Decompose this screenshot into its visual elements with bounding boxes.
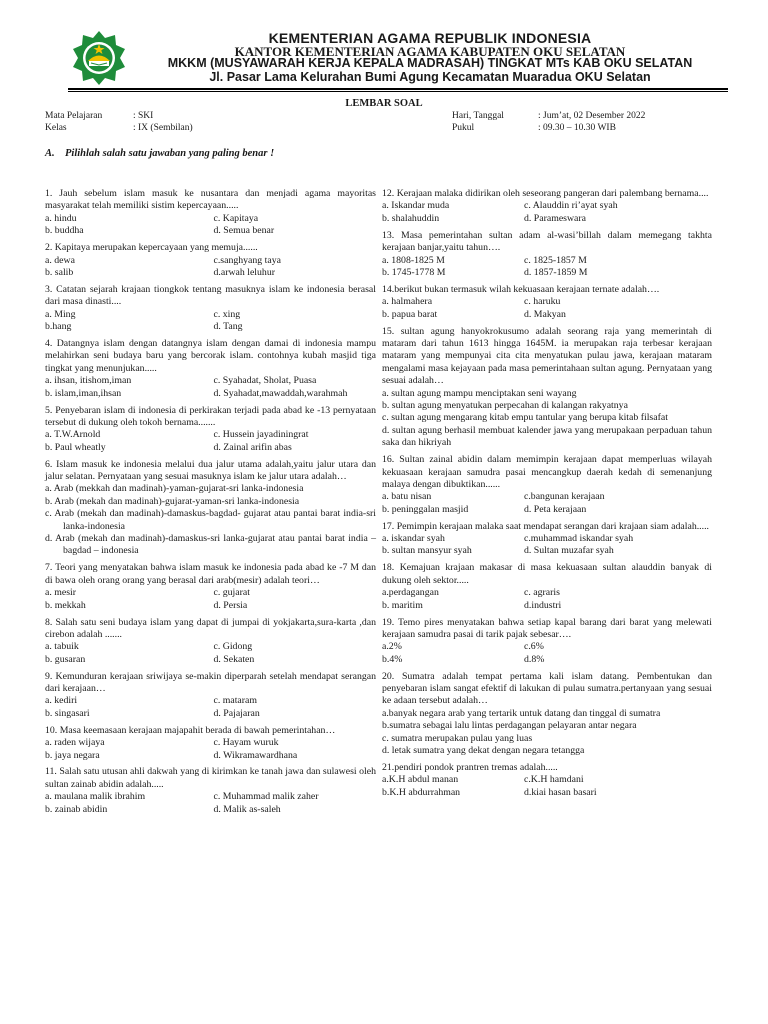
answer-option: d. Pajajaran — [213, 707, 260, 719]
question-stem: 4. Datangnya islam dengan datangnya islam dengan damai di indonesia mampu melahirkan seni budaya baru yang bercorak islam. contohnya kubah masjid tiga tingkat yang menunjukan..... — [45, 337, 376, 374]
answer-option: b. buddha — [45, 225, 84, 237]
question-item — [45, 671, 376, 721]
answer-option: b. singasari — [45, 707, 90, 719]
answer-option: c. Arab (mekah dan madinah)-damaskus-bagdad- gujarat atau pantai barat india-sri lanka-indonesia — [45, 508, 376, 532]
answer-options — [45, 641, 376, 666]
answer-option: d.arwah leluhur — [213, 266, 275, 278]
question-stem: 13. Masa pemerintahan sultan adam al-wasi’billah dalam memegang takhta kerajaan banjar,yaitu tahun…. — [382, 229, 712, 254]
answer-option: b. jaya negara — [45, 749, 100, 761]
section-title: Pilihlah salah satu jawaban yang paling benar ! — [65, 148, 275, 159]
answer-options — [45, 695, 376, 720]
question-stem: 12. Kerajaan malaka didirikan oleh seseorang pangeran dari palembang bernama.... — [382, 188, 709, 199]
answer-option: a. hindu — [45, 212, 77, 224]
answer-options — [382, 641, 712, 666]
meta-row-class — [45, 122, 193, 134]
answer-option: a. maulana malik ibrahim — [45, 791, 146, 803]
answer-options — [45, 791, 376, 816]
question-stem: 11. Salah satu utusan ahli dakwah yang di kirimkan ke tanah jawa dan sulawesi oleh sultan zainab abidin adalah..... — [45, 766, 376, 790]
meta-value: : Jum’at, 02 Desember 2022 — [538, 111, 646, 121]
answer-option: a.banyak negara arab yang tertarik untuk datang dan tinggal di sumatra — [382, 707, 661, 719]
answer-option: c. Muhammad malik zaher — [213, 791, 319, 803]
question-item — [382, 562, 712, 612]
question-item — [45, 284, 376, 334]
answer-option: a. batu nisan — [382, 491, 432, 503]
question-stem: 7. Teori yang menyatakan bahwa islam masuk ke indonesia pada abad ke -7 M dan di bawa oleh orang orang yang berasal dari arab(mesir) adalah teori… — [45, 562, 376, 586]
answer-options — [382, 774, 712, 799]
question-item — [45, 617, 376, 667]
answer-option: d. sultan agung berhasil membuat kalender jawa yang merupakaan perpaduan tahun saka dan hikriyah — [382, 424, 712, 449]
question-item — [382, 284, 712, 321]
question-item — [382, 617, 712, 667]
question-stem: 8. Salah satu seni budaya islam yang dapat di jumpai di yokjakarta,sura-karta ,dan cirebon adalah ....... — [45, 616, 376, 640]
answer-option: d. Arab (mekah dan madinah)-damaskus-sri lanka-gujarat atau pantai barat india – bagdad – indonesia — [45, 533, 376, 557]
answer-option: a. dewa — [45, 254, 75, 266]
answer-option: c.muhammad iskandar syah — [524, 533, 634, 545]
question-item — [382, 230, 712, 280]
question-stem: 10. Masa keemasaan kerajaan majapahit berada di bawah pemerintahan… — [45, 724, 336, 736]
answer-option: b. shalahuddin — [382, 212, 440, 224]
question-item — [45, 725, 376, 762]
question-stem: 19. Temo pires menyatakan bahwa setiap kapal barang dari barat yang melewati kerajaan samudra pasai di tarik pajak sebesar…. — [382, 616, 712, 640]
answer-option: b. peninggalan masjid — [382, 503, 469, 515]
answer-options — [382, 200, 712, 225]
answer-option: a.2% — [382, 641, 402, 653]
meta-label: Kelas — [45, 123, 67, 133]
question-stem: 9. Kemunduran kerajaan sriwijaya se-makin diperparah setelah mendapat serangan dari kerajaan… — [45, 670, 376, 695]
question-item — [382, 671, 712, 758]
question-stem: 15. sultan agung hanyokrokusumo adalah seorang raja yang memerintah di mataram dari tahun 1613 hingga 1645M. ia merupakan raja terbesar kerajaan mataram yang mempunyai cita cita menyatukan pulau jawa, kerajaan mataram mengalami masa kejayaan pada masa pemerintahaan sultan agung. Pernyataan yang sesuai adalah… — [382, 325, 712, 387]
answer-option: c. haruku — [524, 296, 561, 308]
answer-option: b. 1745-1778 M — [382, 266, 446, 278]
questions-left-column — [45, 188, 376, 821]
header-mkkm: MKKM (MUSYAWARAH KERJA KEPALA MADRASAH) TINGKAT MTs KAB OKU SELATAN — [167, 56, 693, 70]
answer-option: b. mekkah — [45, 599, 86, 611]
answer-option: d. Sekaten — [213, 653, 255, 665]
answer-option: a. Ming — [45, 308, 76, 320]
question-stem: 3. Catatan sejarah krajaan tiongkok tentang masuknya islam ke indonesia berasal dari masa dinasti.... — [45, 283, 376, 308]
answer-options — [45, 587, 376, 612]
answer-options — [45, 255, 376, 280]
question-item — [45, 562, 376, 612]
answer-option: b. Paul wheatly — [45, 441, 106, 453]
answer-option: c.K.H hamdani — [524, 774, 584, 786]
answer-option: d. Sultan muzafar syah — [524, 545, 614, 557]
answer-option: d. Syahadat,mawaddah,warahmah — [213, 387, 348, 399]
answer-option: b. salib — [45, 266, 74, 278]
section-letter: A. — [45, 148, 55, 159]
question-stem: 14.berikut bukan termasuk wilah kekuasaan kerajaan ternate adalah…. — [382, 283, 660, 295]
question-stem: 18. Kemajuan krajaan makasar di masa kekuasaan sultan alauddin banyak di dukung oleh sektor..... — [382, 562, 712, 586]
document-title: LEMBAR SOAL — [345, 98, 423, 109]
question-item — [45, 188, 376, 238]
question-stem: 5. Penyebaran islam di indonesia di perkirakan terjadi pada abad ke -13 pernyataan tersebut di dukung oleh tokoh bernama....... — [45, 404, 376, 428]
header-ministry: KEMENTERIAN AGAMA REPUBLIK INDONESIA — [268, 30, 592, 46]
meta-value: : 09.30 – 10.30 WIB — [538, 123, 616, 133]
answer-option: d.kiai hasan basari — [524, 786, 597, 798]
answer-option: c. sultan agung mengarang kitab empu tantular yang berupa kitab filsafat — [382, 412, 668, 424]
meta-value: : SKI — [133, 111, 154, 121]
answer-option: b.sumatra sebagai lalu lintas perdagangan pelayaran antar negara — [382, 720, 637, 732]
answer-option-list — [382, 708, 712, 758]
meta-row-date — [452, 110, 645, 122]
answer-option: b. papua barat — [382, 308, 438, 320]
answer-options — [382, 533, 712, 558]
answer-option: a. mesir — [45, 587, 77, 599]
answer-option: c. Gidong — [213, 641, 253, 653]
answer-options — [382, 491, 712, 516]
meta-value: : IX (Sembilan) — [133, 123, 193, 133]
answer-option: b. sultan mansyur syah — [382, 545, 472, 557]
question-item — [382, 326, 712, 450]
answer-option: b. Arab (mekah dan madinah)-gujarat-yaman-sri lanka-indonesia — [45, 495, 300, 507]
answer-options — [45, 737, 376, 762]
answer-option: a.K.H abdul manan — [382, 774, 459, 786]
answer-option: d. 1857-1859 M — [524, 266, 588, 278]
answer-options — [45, 375, 376, 400]
answer-option: a. raden wijaya — [45, 737, 105, 749]
answer-option-list — [382, 388, 712, 450]
answer-option: b. islam,iman,ihsan — [45, 387, 122, 399]
answer-option: d. Makyan — [524, 308, 566, 320]
answer-option: d.industri — [524, 599, 562, 611]
answer-option: c.sanghyang taya — [213, 254, 281, 266]
question-item — [382, 188, 712, 225]
question-item — [382, 762, 712, 799]
meta-label: Hari, Tanggal — [452, 111, 504, 121]
answer-option: c. gujarat — [213, 587, 250, 599]
answer-option: c. Hayam wuruk — [213, 737, 279, 749]
meta-label: Mata Pelajaran — [45, 111, 103, 121]
answer-option: b. sultan agung menyatukan perpecahan di kalangan rakyatnya — [382, 400, 628, 411]
header-office: KANTOR KEMENTERIAN AGAMA KABUPATEN OKU SELATAN — [234, 44, 626, 59]
answer-option: a. tabuik — [45, 641, 79, 653]
answer-options — [382, 255, 712, 280]
answer-option: c. Hussein jayadiningrat — [213, 429, 309, 441]
answer-option: d. Wikramawardhana — [213, 749, 298, 761]
question-stem: 16. Sultan zainal abidin dalam memimpin kerajaan dapat memperluas wilayah kekuasaan kerajaan samudra pasai mencangkup daerah kedah di semenanjung malaya dengan dibuktikan...... — [382, 454, 712, 490]
answer-options — [382, 587, 712, 612]
answer-option: c. sumatra merupakan pulau yang luas — [382, 732, 533, 744]
meta-right — [452, 110, 645, 134]
answer-option: a.perdagangan — [382, 587, 439, 599]
answer-option: a. kediri — [45, 695, 78, 707]
question-item — [45, 766, 376, 816]
answer-option: c.6% — [524, 641, 544, 653]
meta-label: Pukul — [452, 123, 475, 133]
answer-option: d. letak sumatra yang dekat dengan negara tetangga — [382, 745, 585, 757]
answer-option: c.bangunan kerajaan — [524, 491, 605, 503]
answer-option: c. Alauddin ri’ayat syah — [524, 200, 618, 212]
question-item — [45, 405, 376, 455]
answer-option: d.8% — [524, 653, 545, 665]
question-item — [45, 338, 376, 400]
answer-options — [382, 296, 712, 321]
answer-option: a. halmahera — [382, 296, 433, 308]
meta-row-subject — [45, 110, 193, 122]
question-item — [382, 454, 712, 516]
answer-option: d. Zainal arifin abas — [213, 441, 292, 453]
answer-option: d. Persia — [213, 599, 248, 611]
meta-left — [45, 110, 193, 134]
kemenag-logo-icon — [70, 30, 128, 86]
answer-option: b. gusaran — [45, 653, 86, 665]
answer-option: b. zainab abidin — [45, 803, 108, 815]
answer-option: b.4% — [382, 653, 403, 665]
answer-option: c. agraris — [524, 587, 560, 599]
answer-option: a. T.W.Arnold — [45, 429, 101, 441]
answer-option: a. Iskandar muda — [382, 200, 450, 212]
answer-option: d. Peta kerajaan — [524, 503, 587, 515]
answer-option: c. xing — [213, 308, 241, 320]
answer-option: c. 1825-1857 M — [524, 254, 587, 266]
section-heading — [45, 148, 274, 159]
answer-option: a. 1808-1825 M — [382, 254, 445, 266]
answer-option: d. Malik as-saleh — [213, 803, 281, 815]
question-item — [45, 242, 376, 279]
answer-option: a. Arab (mekkah dan madinah)-yaman-gujarat-sri lanka-indonesia — [45, 483, 304, 495]
answer-option: b.hang — [45, 321, 72, 333]
answer-option: b.K.H abdurrahman — [382, 786, 461, 798]
question-item — [382, 521, 712, 558]
question-item — [45, 459, 376, 558]
answer-option: a. sultan agung mampu menciptakan seni wayang — [382, 387, 577, 399]
question-stem: 21.pendiri pondok prantren tremas adalah..... — [382, 761, 558, 773]
answer-option: c. Syahadat, Sholat, Puasa — [213, 375, 317, 387]
question-stem: 1. Jauh sebelum islam masuk ke nusantara dan menjadi agama mayoritas masyarakat telah memiliki sistim kepercayaan..... — [45, 188, 376, 212]
header-address: Jl. Pasar Lama Kelurahan Bumi Agung Kecamatan Muaradua OKU Selatan — [209, 70, 651, 84]
answer-option: a. ihsan, itishom,iman — [45, 375, 132, 387]
question-stem: 6. Islam masuk ke indonesia melalui dua jalur utama adalah,yaitu jalur utara dan jalur selatan. Pernyataan yang sesuai masuknya islam ke jalur utara adalah… — [45, 458, 376, 483]
answer-option: c. Kapitaya — [213, 212, 259, 224]
answer-option-list — [45, 483, 376, 557]
answer-option: d. Tang — [213, 321, 243, 333]
question-stem: 17. Pemimpin kerajaan malaka saat mendapat serangan dari krajaan siam adalah..... — [382, 520, 709, 532]
answer-option: c. mataram — [213, 695, 258, 707]
answer-option: b. maritim — [382, 599, 423, 611]
answer-option: a. iskandar syah — [382, 533, 445, 545]
meta-row-time — [452, 122, 645, 134]
header-divider-thick — [68, 88, 728, 90]
answer-option: d. Parameswara — [524, 212, 587, 224]
answer-option: d. Semua benar — [213, 225, 275, 237]
question-stem: 2. Kapitaya merupakan kepercayaan yang memuja...... — [45, 242, 258, 254]
answer-options — [45, 429, 376, 454]
answer-options — [45, 213, 376, 238]
questions-right-column — [382, 188, 712, 804]
answer-options — [45, 309, 376, 334]
question-stem: 20. Sumatra adalah tempat pertama kali islam datang. Pembentukan dan penyebaran islam sangat efektif di lakukan di pulau sumatra.pertanyaan yang sesuai ke adaan tersebut adalah… — [382, 670, 712, 707]
header-divider-thin — [68, 91, 728, 92]
